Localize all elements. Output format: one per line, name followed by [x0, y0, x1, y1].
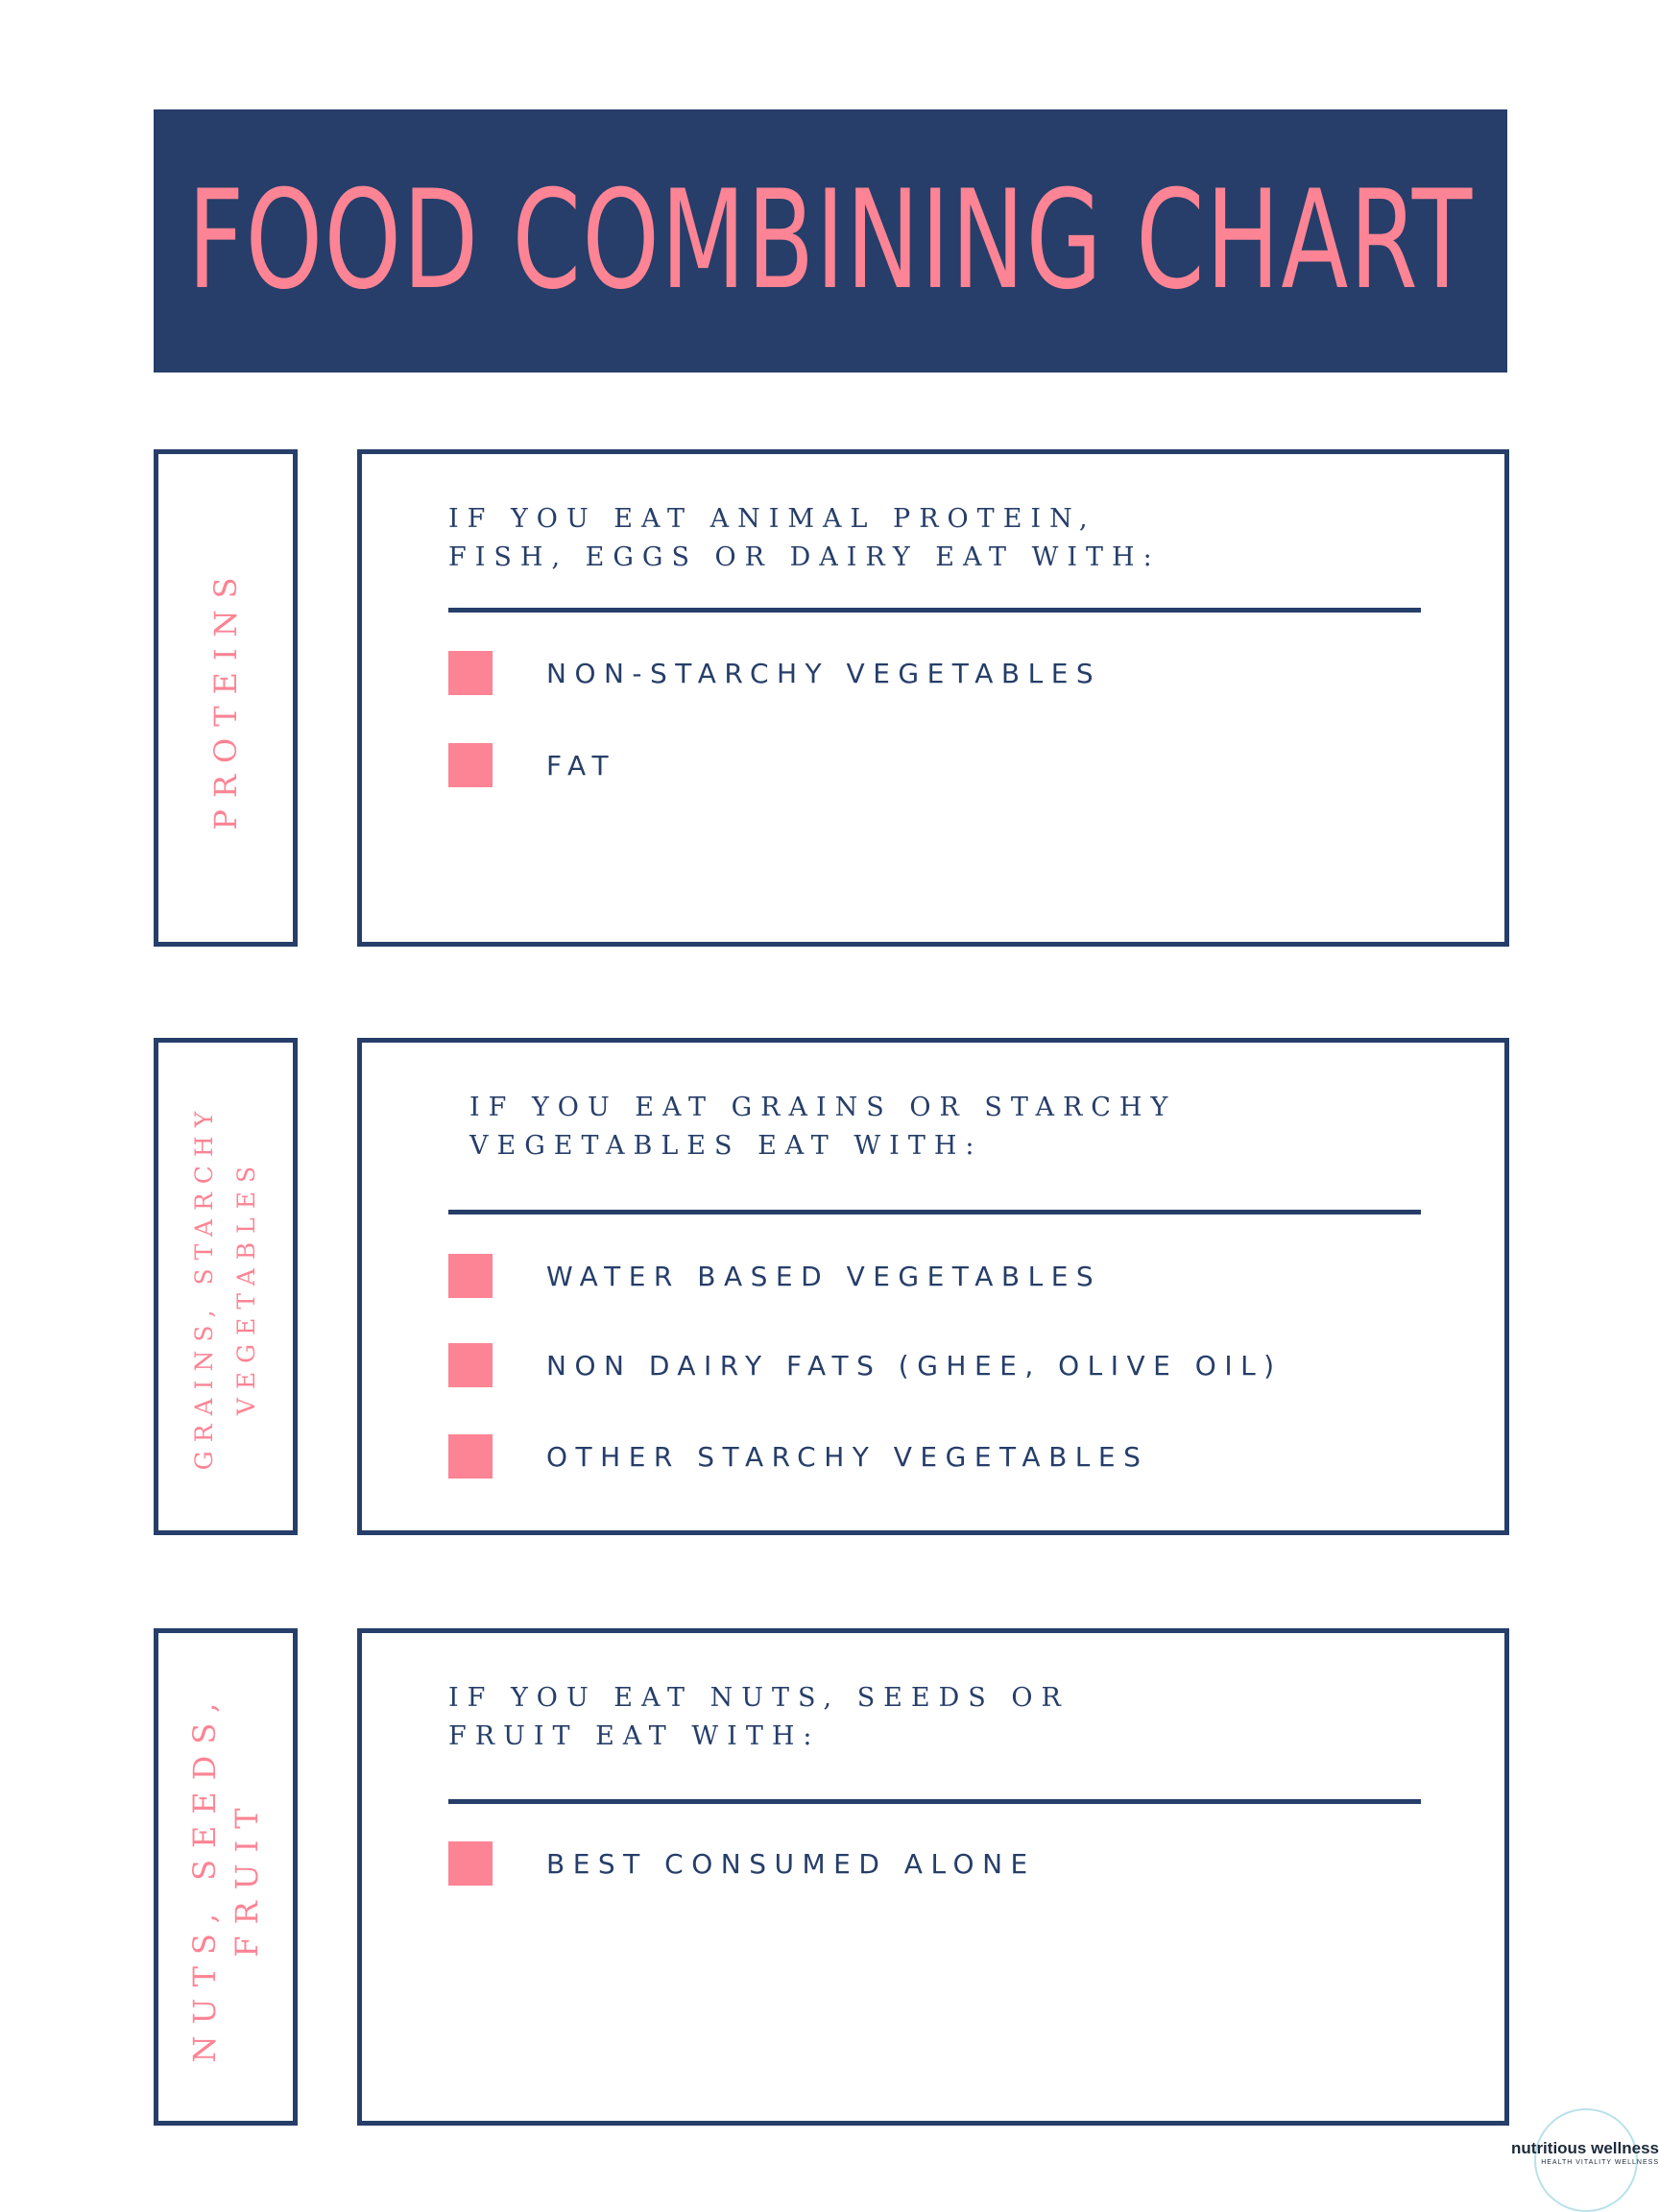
logo-tagline: HEALTH VITALITY WELLNESS: [1541, 2159, 1659, 2166]
section-proteins-heading: IF YOU EAT ANIMAL PROTEIN, FISH, EGGS OR DAIRY EAT WITH:: [448, 504, 1161, 572]
list-item: [448, 651, 1101, 695]
list-item: [448, 1841, 1036, 1886]
bullet-square-icon: [448, 1343, 493, 1387]
title-banner: [154, 109, 1507, 373]
list-item: [448, 1343, 1283, 1387]
section-nuts-heading: IF YOU EAT NUTS, SEEDS OR FRUIT EAT WITH:: [448, 1683, 1070, 1751]
list-item: [448, 743, 616, 787]
list-item-label: FAT: [546, 749, 617, 781]
section-nuts-side-box: [154, 1628, 298, 2126]
section-proteins-card: [357, 449, 1509, 947]
list-item: [448, 1254, 1101, 1298]
list-item-label: WATER BASED VEGETABLES: [546, 1260, 1102, 1292]
section-grains-card: [357, 1038, 1509, 1535]
section-proteins-side-label: PROTEINS: [207, 565, 244, 830]
section-nuts-card: [357, 1628, 1509, 2126]
section-proteins-side-box: [154, 449, 298, 947]
logo-name: nutritious wellness: [1511, 2139, 1659, 2157]
bullet-square-icon: [448, 651, 493, 695]
section-proteins-divider: [448, 608, 1421, 613]
list-item: [448, 1434, 1148, 1479]
list-item-label: OTHER STARCHY VEGETABLES: [546, 1440, 1149, 1473]
section-nuts-divider: [448, 1799, 1421, 1804]
bullet-square-icon: [448, 1841, 493, 1886]
bullet-square-icon: [448, 743, 493, 787]
list-item-label: BEST CONSUMED ALONE: [546, 1847, 1036, 1880]
logo: [1477, 2139, 1659, 2167]
page-title: FOOD COMBINING CHART: [187, 161, 1474, 320]
section-grains-heading: IF YOU EAT GRAINS OR STARCHY VEGETABLES EAT WITH:: [469, 1093, 1177, 1161]
section-grains-side-label: GRAINS, STARCHY VEGETABLES: [190, 1102, 260, 1471]
list-item-label: NON-STARCHY VEGETABLES: [546, 657, 1102, 689]
section-grains-side-box: [154, 1038, 298, 1535]
list-item-label: NON DAIRY FATS (GHEE, OLIVE OIL): [546, 1349, 1283, 1382]
bullet-square-icon: [448, 1434, 493, 1479]
section-grains-divider: [448, 1210, 1421, 1214]
bullet-square-icon: [448, 1254, 493, 1298]
section-nuts-side-label: NUTS, SEEDS, FRUIT: [186, 1691, 265, 2063]
